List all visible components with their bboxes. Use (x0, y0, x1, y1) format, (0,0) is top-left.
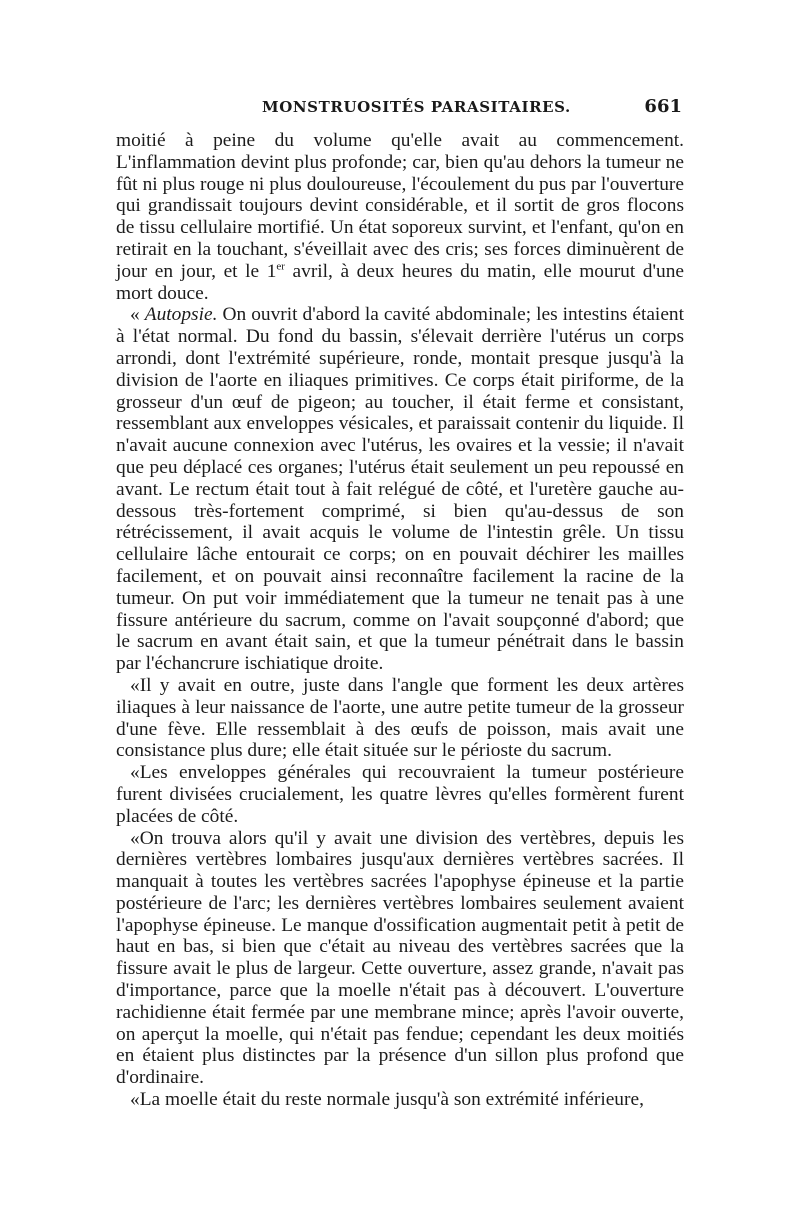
paragraph-text: On ouvrit d'abord la cavité abdominale; les intestins étaient à l'état normal. Du fond du bassin, s'élevait derrière l'utérus un corps arrondi, dont l'extrémité supérieure, ronde, montait presque jusqu'à la division de l'aorte en iliaques primitives. Ce corps était piriforme, de la grosseur d'un œuf de pigeon; au toucher, il était ferme et consistant, ressemblant aux enveloppes vésicales, et paraissait contenir du liquide. Il n'avait aucune connexion avec l'utérus, les ovaires et la vessie; il n'avait que peu déplacé ces organes; l'utérus était seulement un peu repoussé en avant. Le rectum était tout à fait relégué de côté, et l'uretère gauche au-dessous très-fortement comprimé, si bien qu'au-dessus de son rétrécissement, il avait acquis le volume de l'intestin grêle. Un tissu cellulaire lâche entourait ce corps; on en pouvait déchirer les mailles facilement, et on pouvait ainsi reconnaître facilement la racine de la tumeur. On put voir immédiatement que la tumeur ne tenait pas à une fissure antérieure du sacrum, comme on l'avait soupçonné d'abord; que le sacrum en avant était sain, et que la tumeur pénétrait dans le bassin par l'échancrure ischiatique droite. (116, 304, 685, 675)
running-title: MONSTRUOSITÉS PARASITAIRES. (262, 98, 571, 116)
page-number: 661 (644, 96, 682, 117)
paragraph-text: avril, à deux heures du matin, elle mourut d'une mort douce. (116, 260, 684, 304)
quote-mark: « (130, 304, 145, 326)
paragraph-arteres: «Il y avait en outre, juste dans l'angle que forment les deux artères iliaques à leur naissance de l'aorte, une autre petite tumeur de la grosseur d'une fève. Elle ressemblait à des œufs de poisson, mais avait une consistance plus dure; elle était située sur le périoste du sacrum. (116, 674, 684, 762)
paragraph-vertebres: «On trouva alors qu'il y avait une division des vertèbres, depuis les dernières vertèbres lombaires jusqu'aux dernières vertèbres sacrées. Il manquait à toutes les vertèbres sacrées l'apophyse épineuse et la partie postérieure de l'arc; les dernières vertèbres lombaires seulement avaient l'apophyse épineuse. Le manque d'ossification augmentait petit à petit de haut en bas, si bien que c'était au niveau des vertèbres sacrées que la fissure avait le plus de largeur. Cette ouverture, assez grande, n'avait pas d'importance, parce que la moelle n'était pas à découvert. L'ouverture rachidienne était fermée par une membrane mince; après l'avoir ouverte, on aperçut la moelle, qui n'était pas fendue; cependant les deux moitiés en étaient plus distinctes par la présence d'un sillon plus profond que d'ordinaire. (116, 827, 684, 1089)
paragraph-text: moitié à peine du volume qu'elle avait au commencement. L'inflammation devint plus profonde; car, bien qu'au dehors la tumeur ne fût ni plus rouge ni plus douloureuse, l'écoulement du pus par l'ouverture qui grandissait toujours devint considérable, et il sortit de gros flocons de tissu cellulaire mortifié. Un état soporeux survint, et l'enfant, qu'on en retirait en la touchant, s'éveillait avec des cris; ses forces diminuèrent de jour en jour, et le 1 (116, 130, 684, 282)
section-heading-autopsie: Autopsie. (144, 304, 218, 326)
paragraph-moelle: «La moelle était du reste normale jusqu'à son extrémité inférieure, (130, 1089, 644, 1111)
ordinal-superscript: er (276, 260, 285, 273)
paragraph-continuation (116, 130, 684, 304)
paragraph-enveloppes: «Les enveloppes générales qui recouvraient la tumeur postérieure furent divisées crucialement, les quatre lèvres qu'elles formèrent furent placées de côté. (116, 762, 684, 827)
paragraph-autopsie (116, 304, 684, 675)
page-header (116, 96, 682, 122)
body-text (116, 130, 684, 1111)
